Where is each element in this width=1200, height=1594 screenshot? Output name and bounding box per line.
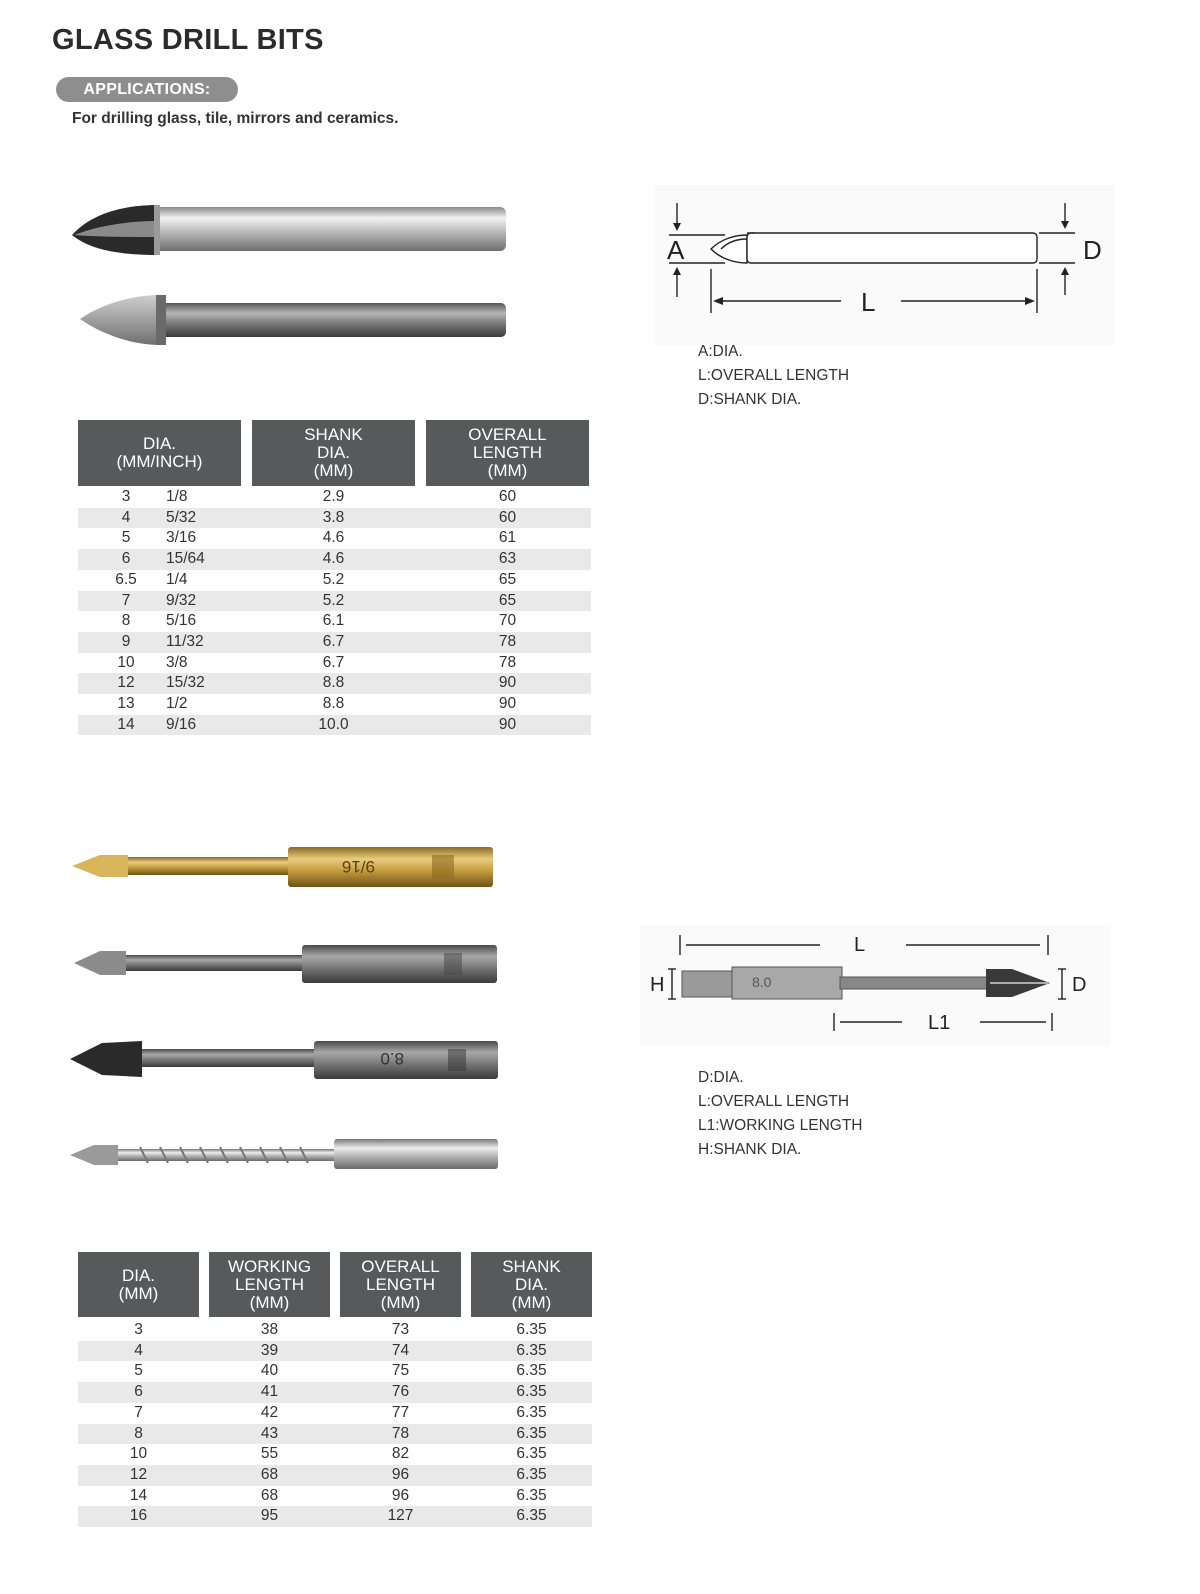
header-line: LENGTH xyxy=(473,443,542,462)
table-cell: 68 xyxy=(260,1465,279,1483)
header-line: (MM/INCH) xyxy=(116,452,203,471)
header-line: OVERALL xyxy=(468,425,547,444)
table-row xyxy=(78,1382,592,1403)
table-row xyxy=(78,1403,592,1424)
table-cell: 6.35 xyxy=(516,1424,547,1442)
diagram2-label-d: D xyxy=(1072,974,1087,996)
table-cell: 60 xyxy=(498,508,517,526)
table-cell: 5/32 xyxy=(166,508,197,526)
legend-item: D:SHANK DIA. xyxy=(698,391,802,408)
header-line: SHANK xyxy=(304,425,363,444)
table-cell: 14 xyxy=(117,715,135,733)
table-cell: 6.5 xyxy=(115,570,137,588)
header-line: WORKING xyxy=(227,1256,312,1276)
diagram-2-legend xyxy=(698,1066,863,1162)
diagram-label-a: A xyxy=(667,235,685,265)
bit-photo-silver xyxy=(72,205,506,255)
diagram-1-legend xyxy=(698,340,849,412)
table-cell: 78 xyxy=(498,632,517,650)
table2-header-overall xyxy=(340,1252,461,1317)
table-cell: 127 xyxy=(387,1507,414,1525)
table-row xyxy=(78,528,591,549)
table-cell: 96 xyxy=(391,1465,410,1483)
bit-photo-grey xyxy=(74,945,497,983)
table-cell: 7 xyxy=(121,591,131,609)
table-cell: 8.8 xyxy=(322,695,345,712)
table-row xyxy=(78,570,591,591)
table-row xyxy=(78,549,591,570)
table-cell: 4 xyxy=(121,508,131,526)
table-cell: 76 xyxy=(391,1383,410,1401)
table-cell: 90 xyxy=(498,695,517,712)
table-cell: 7 xyxy=(134,1403,143,1421)
table-cell: 6.35 xyxy=(516,1362,547,1380)
table-cell: 3 xyxy=(134,1321,143,1338)
legend-item: L1:WORKING LENGTH xyxy=(698,1117,863,1134)
table1-header-length xyxy=(426,420,589,486)
table-cell: 60 xyxy=(498,488,517,505)
header-line: (MM) xyxy=(313,461,354,480)
header-line: DIA. xyxy=(316,443,351,462)
header-line: DIA. xyxy=(142,434,177,453)
table-cell: 9 xyxy=(121,632,131,650)
dimension-diagram-1 xyxy=(655,185,1115,345)
table-row xyxy=(78,611,591,632)
table-cell: 9/16 xyxy=(166,715,197,733)
table-cell: 75 xyxy=(391,1362,410,1380)
table-cell: 6 xyxy=(121,550,131,568)
table-cell: 6.35 xyxy=(516,1403,547,1421)
table-cell: 14 xyxy=(129,1486,148,1504)
table-cell: 90 xyxy=(498,715,517,733)
table-cell: 4.6 xyxy=(322,529,345,547)
table-cell: 68 xyxy=(260,1486,279,1504)
applications-badge: APPLICATIONS: xyxy=(56,77,238,102)
table-cell: 90 xyxy=(498,674,517,692)
header-line: (MM) xyxy=(380,1292,421,1312)
table-cell: 5.2 xyxy=(322,591,345,609)
diagram2-label-l: L xyxy=(854,934,866,956)
header-line: (MM) xyxy=(511,1292,552,1312)
table-cell: 78 xyxy=(391,1424,410,1442)
table-cell: 4 xyxy=(134,1341,143,1359)
table-cell: 55 xyxy=(260,1445,279,1463)
table-cell: 15/64 xyxy=(166,550,205,568)
bit-photo-spiral xyxy=(70,1139,498,1169)
bit-photo-gold xyxy=(72,847,493,887)
table-cell: 16 xyxy=(129,1507,148,1525)
table-cell: 6.35 xyxy=(516,1341,547,1359)
table-cell: 63 xyxy=(498,550,517,568)
table-cell: 12 xyxy=(129,1465,148,1483)
diagram2-label-l1: L1 xyxy=(928,1012,951,1034)
table-cell: 6 xyxy=(134,1383,143,1401)
table-row xyxy=(78,632,591,653)
table-cell: 6.35 xyxy=(516,1321,547,1338)
legend-item: D:DIA. xyxy=(698,1069,744,1086)
table-cell: 95 xyxy=(260,1507,279,1525)
table-cell: 5/16 xyxy=(166,612,197,630)
legend-item: L:OVERALL LENGTH xyxy=(698,1093,850,1110)
table-cell: 6.35 xyxy=(516,1383,547,1401)
table-cell: 74 xyxy=(391,1341,410,1359)
dimension-diagram-2 xyxy=(640,925,1110,1045)
dark-bit-marking: 8.0 xyxy=(380,1049,404,1068)
table-cell: 5 xyxy=(121,529,131,547)
table-cell: 8 xyxy=(121,612,131,630)
table-cell: 96 xyxy=(391,1486,410,1504)
diagram2-label-h: H xyxy=(650,974,665,996)
table2-header-shank xyxy=(471,1252,592,1317)
header-line: LENGTH xyxy=(235,1274,304,1294)
table-cell: 6.35 xyxy=(516,1486,547,1504)
table-cell: 61 xyxy=(498,529,517,547)
table-cell: 11/32 xyxy=(166,632,204,650)
table-cell: 8 xyxy=(134,1424,143,1442)
table-cell: 39 xyxy=(260,1341,279,1359)
hex-shank-bits-photo xyxy=(60,835,520,1180)
table-row xyxy=(78,1361,592,1382)
header-line: SHANK xyxy=(502,1256,561,1276)
table-cell: 9/32 xyxy=(166,591,197,609)
table-row xyxy=(78,1424,592,1445)
diagram-label-l: L xyxy=(861,287,876,317)
table-cell: 77 xyxy=(391,1403,410,1421)
table-cell: 40 xyxy=(260,1362,279,1380)
header-line: (MM) xyxy=(249,1292,290,1312)
table-cell: 6.7 xyxy=(322,653,345,671)
header-line: (MM) xyxy=(118,1283,159,1303)
table-cell: 10 xyxy=(117,653,135,671)
legend-item: A:DIA. xyxy=(698,343,743,360)
diagram-label-d: D xyxy=(1083,235,1102,265)
bit-photo-dark xyxy=(80,295,506,345)
table-cell: 6.35 xyxy=(516,1507,547,1525)
table-cell: 1/2 xyxy=(166,695,188,712)
table-cell: 10.0 xyxy=(318,715,349,733)
table-row xyxy=(78,1486,592,1507)
table-cell: 1/8 xyxy=(166,488,188,505)
table-cell: 3/16 xyxy=(166,529,197,547)
legend-item: H:SHANK DIA. xyxy=(698,1141,802,1158)
table-row xyxy=(78,673,591,694)
table-cell: 3.8 xyxy=(322,508,345,526)
table-cell: 13 xyxy=(117,695,135,712)
applications-text: For drilling glass, tile, mirrors and ceramics. xyxy=(72,110,399,127)
table-row xyxy=(78,1465,592,1486)
table-row xyxy=(78,508,591,529)
table1-header-shank xyxy=(252,420,415,486)
table-cell: 5.2 xyxy=(322,570,345,588)
gold-bit-marking: 9/16 xyxy=(341,857,375,876)
table2-header-working xyxy=(209,1252,330,1317)
table-cell: 1/4 xyxy=(166,570,188,588)
table-cell: 8.8 xyxy=(322,674,345,692)
page-title: GLASS DRILL BITS xyxy=(52,24,324,56)
table-cell: 6.1 xyxy=(322,612,345,630)
table-row xyxy=(78,1506,592,1527)
table-cell: 65 xyxy=(498,591,517,609)
table-cell: 38 xyxy=(260,1321,279,1338)
table-cell: 3 xyxy=(121,488,131,505)
table-row xyxy=(78,487,591,508)
header-line: LENGTH xyxy=(366,1274,435,1294)
table-cell: 3/8 xyxy=(166,653,188,671)
table-cell: 78 xyxy=(498,653,517,671)
table-cell: 2.9 xyxy=(322,488,345,505)
table-row xyxy=(78,715,591,736)
header-line: DIA. xyxy=(514,1274,549,1294)
table-cell: 6.35 xyxy=(516,1445,547,1463)
table-cell: 41 xyxy=(260,1383,279,1401)
table-row xyxy=(78,1320,592,1341)
table-cell: 15/32 xyxy=(166,674,205,692)
table-cell: 4.6 xyxy=(322,550,345,568)
table2-header-dia xyxy=(78,1252,199,1317)
table-row xyxy=(78,694,591,715)
table-cell: 42 xyxy=(260,1403,279,1421)
table-cell: 43 xyxy=(260,1424,279,1442)
table-cell: 12 xyxy=(117,674,135,692)
diagram2-bit-marking: 8.0 xyxy=(752,974,772,990)
table-cell: 82 xyxy=(391,1445,410,1463)
table-cell: 65 xyxy=(498,570,517,588)
legend-item: L:OVERALL LENGTH xyxy=(698,367,850,384)
table-row xyxy=(78,1341,592,1362)
header-line: DIA. xyxy=(121,1265,156,1285)
table-row xyxy=(78,1444,592,1465)
table-cell: 6.35 xyxy=(516,1465,547,1483)
table-row xyxy=(78,591,591,612)
bit-photo-dark-hex xyxy=(70,1041,498,1079)
table-row xyxy=(78,653,591,674)
table-cell: 6.7 xyxy=(322,632,345,650)
table1-header-dia xyxy=(78,420,241,486)
table-cell: 10 xyxy=(129,1445,148,1463)
table-cell: 73 xyxy=(391,1321,410,1338)
round-shank-bits-photo xyxy=(60,195,520,355)
table-cell: 70 xyxy=(498,612,517,630)
header-line: (MM) xyxy=(487,461,528,480)
table-cell: 5 xyxy=(134,1362,143,1380)
header-line: OVERALL xyxy=(361,1256,440,1276)
